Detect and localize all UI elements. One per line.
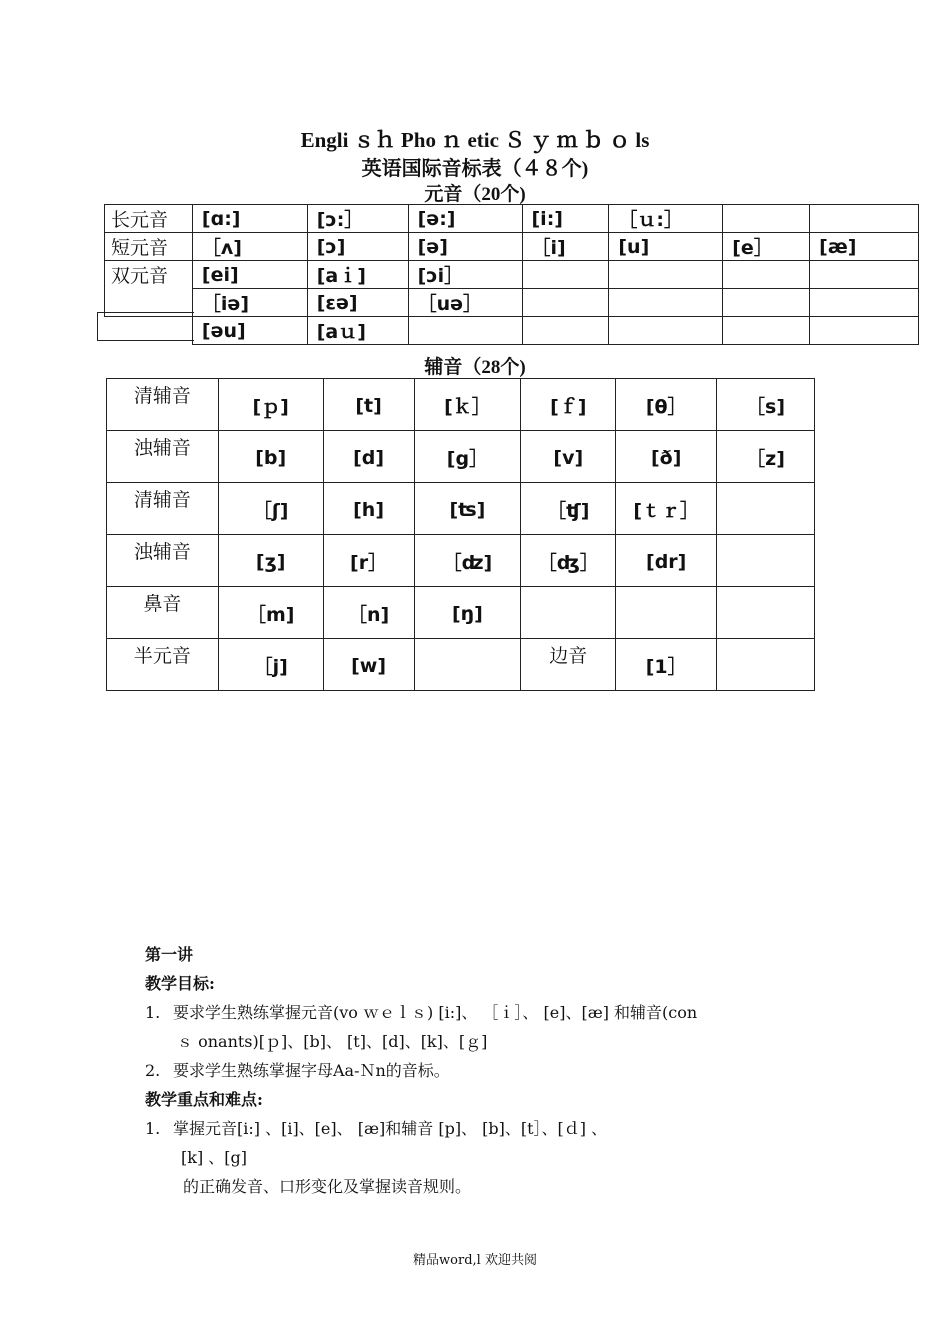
- consonant-cell: [1］: [616, 639, 717, 691]
- vowel-cell: [609, 261, 723, 289]
- vowel-cell: [522, 289, 609, 317]
- table-row: [105, 233, 919, 261]
- consonant-cell: [h]: [323, 483, 414, 535]
- vowel-table: [104, 204, 919, 345]
- table-row: [105, 317, 919, 345]
- consonant-table: [106, 378, 815, 691]
- consonant-cell: [717, 483, 815, 535]
- vowel-cell: [810, 289, 919, 317]
- key-text: [k] 、[g]: [181, 1148, 247, 1167]
- consonant-cell: [b]: [218, 431, 323, 483]
- goals-heading: 教学目标:: [145, 974, 215, 993]
- consonant-cell: [414, 639, 521, 691]
- consonant-cell: [dr]: [616, 535, 717, 587]
- vowel-cell: [aｕ]: [307, 317, 408, 345]
- vowel-cell: [723, 205, 810, 233]
- vowel-cell: [ɔ]: [307, 233, 408, 261]
- vowel-cell: [ə]: [408, 233, 522, 261]
- row-label: 浊辅音: [107, 535, 219, 587]
- consonant-cell: ［ʃ]: [218, 483, 323, 535]
- list-item: [145, 1114, 825, 1201]
- table-row: [107, 535, 815, 587]
- consonant-cell: ［ʤ］: [521, 535, 616, 587]
- vowel-cell: [723, 289, 810, 317]
- consonant-cell: ［n]: [323, 587, 414, 639]
- consonant-cell: [d]: [323, 431, 414, 483]
- goal-text: ｓ onants)[ｐ]、[b]、 [t]、[d]、[k]、[ｇ]: [177, 1032, 488, 1051]
- title-chinese: 英语国际音标表（４８个): [361, 158, 589, 180]
- page-footer: 精品word,l 欢迎共阅: [413, 1253, 537, 1268]
- consonant-cell: [717, 587, 815, 639]
- consonant-cell: [r］: [323, 535, 414, 587]
- table-row: [107, 483, 815, 535]
- long-vowel-label: 长元音: [105, 205, 193, 233]
- diphthong-label: 双元音: [105, 261, 193, 317]
- vowel-cell: [723, 317, 810, 345]
- vowel-cell: ［i]: [522, 233, 609, 261]
- vowel-cell: [522, 261, 609, 289]
- vowel-cell: [ə:]: [408, 205, 522, 233]
- vowel-cell: [i:]: [522, 205, 609, 233]
- vowel-cell: [810, 205, 919, 233]
- vowel-cell: [810, 261, 919, 289]
- table-row: [107, 379, 815, 431]
- vowel-cell: [609, 317, 723, 345]
- vowel-cell: [408, 317, 522, 345]
- consonant-cell: ［m]: [218, 587, 323, 639]
- vowel-cell: [609, 289, 723, 317]
- consonant-cell: ［z]: [717, 431, 815, 483]
- consonant-cell: [θ］: [616, 379, 717, 431]
- row-label: 半元音: [107, 639, 219, 691]
- row-label: 清辅音: [107, 379, 219, 431]
- consonant-cell: ［ʧ]: [521, 483, 616, 535]
- item-number: 1.: [145, 1003, 161, 1022]
- table-row: [107, 639, 815, 691]
- item-number: 1.: [145, 1119, 161, 1138]
- vowel-cell: [εə]: [307, 289, 408, 317]
- vowel-cell: [ɔ:］: [307, 205, 408, 233]
- vowel-cell: [æ]: [810, 233, 919, 261]
- table-row: [105, 289, 919, 317]
- goal-text: 要求学生熟练掌握字母Aa-Ｎn的音标。: [173, 1061, 450, 1080]
- vowel-cell: [522, 317, 609, 345]
- list-item: [145, 998, 825, 1056]
- vowel-cell: ［uə］: [408, 289, 522, 317]
- consonant-cell: [ð]: [616, 431, 717, 483]
- row-label: 清辅音: [107, 483, 219, 535]
- vowel-cell: [u]: [609, 233, 723, 261]
- vowel-cell: ［iə]: [192, 289, 307, 317]
- lateral-label: 边音: [521, 639, 616, 691]
- lesson-title: 第一讲: [145, 945, 194, 964]
- table-row: [105, 261, 919, 289]
- vowel-cell: [əu]: [192, 317, 307, 345]
- consonant-cell: [ｐ]: [218, 379, 323, 431]
- table-row: [105, 205, 919, 233]
- vowel-cell: [ei]: [192, 261, 307, 289]
- empty-cell: [105, 317, 193, 345]
- consonant-cell: [ｆ]: [521, 379, 616, 431]
- vowel-cell: [810, 317, 919, 345]
- consonant-cell: [717, 639, 815, 691]
- title-english: Engli ｓｈ Pho ｎ etic Ｓ ｙ ｍ ｂ ｏ ls: [300, 128, 650, 152]
- consonant-cell: [ｔｒ］: [616, 483, 717, 535]
- consonant-cell: [521, 587, 616, 639]
- consonant-cell: [t]: [323, 379, 414, 431]
- row-label: 浊辅音: [107, 431, 219, 483]
- consonant-cell: [ｋ］: [414, 379, 521, 431]
- vowel-cell: [723, 261, 810, 289]
- lesson-section: [145, 940, 825, 1201]
- consonant-cell: ［ʣ]: [414, 535, 521, 587]
- key-points-heading: 教学重点和难点:: [145, 1090, 263, 1109]
- key-text: 的正确发音、口形变化及掌握读音规则。: [183, 1177, 472, 1196]
- table-row: [107, 431, 815, 483]
- goal-text: 要求学生熟练掌握元音(vo ｗｅｌｓ) [i:]、 ［ｉ］、 [e]、[æ] 和辅音(con: [173, 1003, 698, 1022]
- consonant-cell: ［s]: [717, 379, 815, 431]
- consonant-cell: ［j]: [218, 639, 323, 691]
- list-item: [145, 1056, 825, 1085]
- item-number: 2.: [145, 1061, 161, 1080]
- table-row: [107, 587, 815, 639]
- consonant-cell: [616, 587, 717, 639]
- vowel-cell: [ɑ:]: [192, 205, 307, 233]
- vowel-cell: ［ｕ:］: [609, 205, 723, 233]
- consonant-heading: 辅音（28个): [424, 357, 526, 378]
- consonant-cell: [g］: [414, 431, 521, 483]
- consonant-cell: [v]: [521, 431, 616, 483]
- consonant-cell: [717, 535, 815, 587]
- short-vowel-label: 短元音: [105, 233, 193, 261]
- vowel-heading: 元音（20个): [424, 184, 526, 205]
- consonant-cell: [ŋ]: [414, 587, 521, 639]
- vowel-cell: [ɔi］: [408, 261, 522, 289]
- key-text: 掌握元音[i:] 、[i]、[e]、 [æ]和辅音 [p]、 [b]、[t］、[ｄ] 、: [173, 1119, 608, 1138]
- vowel-cell: ［ʌ]: [192, 233, 307, 261]
- row-label: 鼻音: [107, 587, 219, 639]
- vowel-cell: [e］: [723, 233, 810, 261]
- vowel-cell: [aｉ]: [307, 261, 408, 289]
- consonant-cell: [ʦ]: [414, 483, 521, 535]
- consonant-cell: [w]: [323, 639, 414, 691]
- consonant-cell: [ʒ]: [218, 535, 323, 587]
